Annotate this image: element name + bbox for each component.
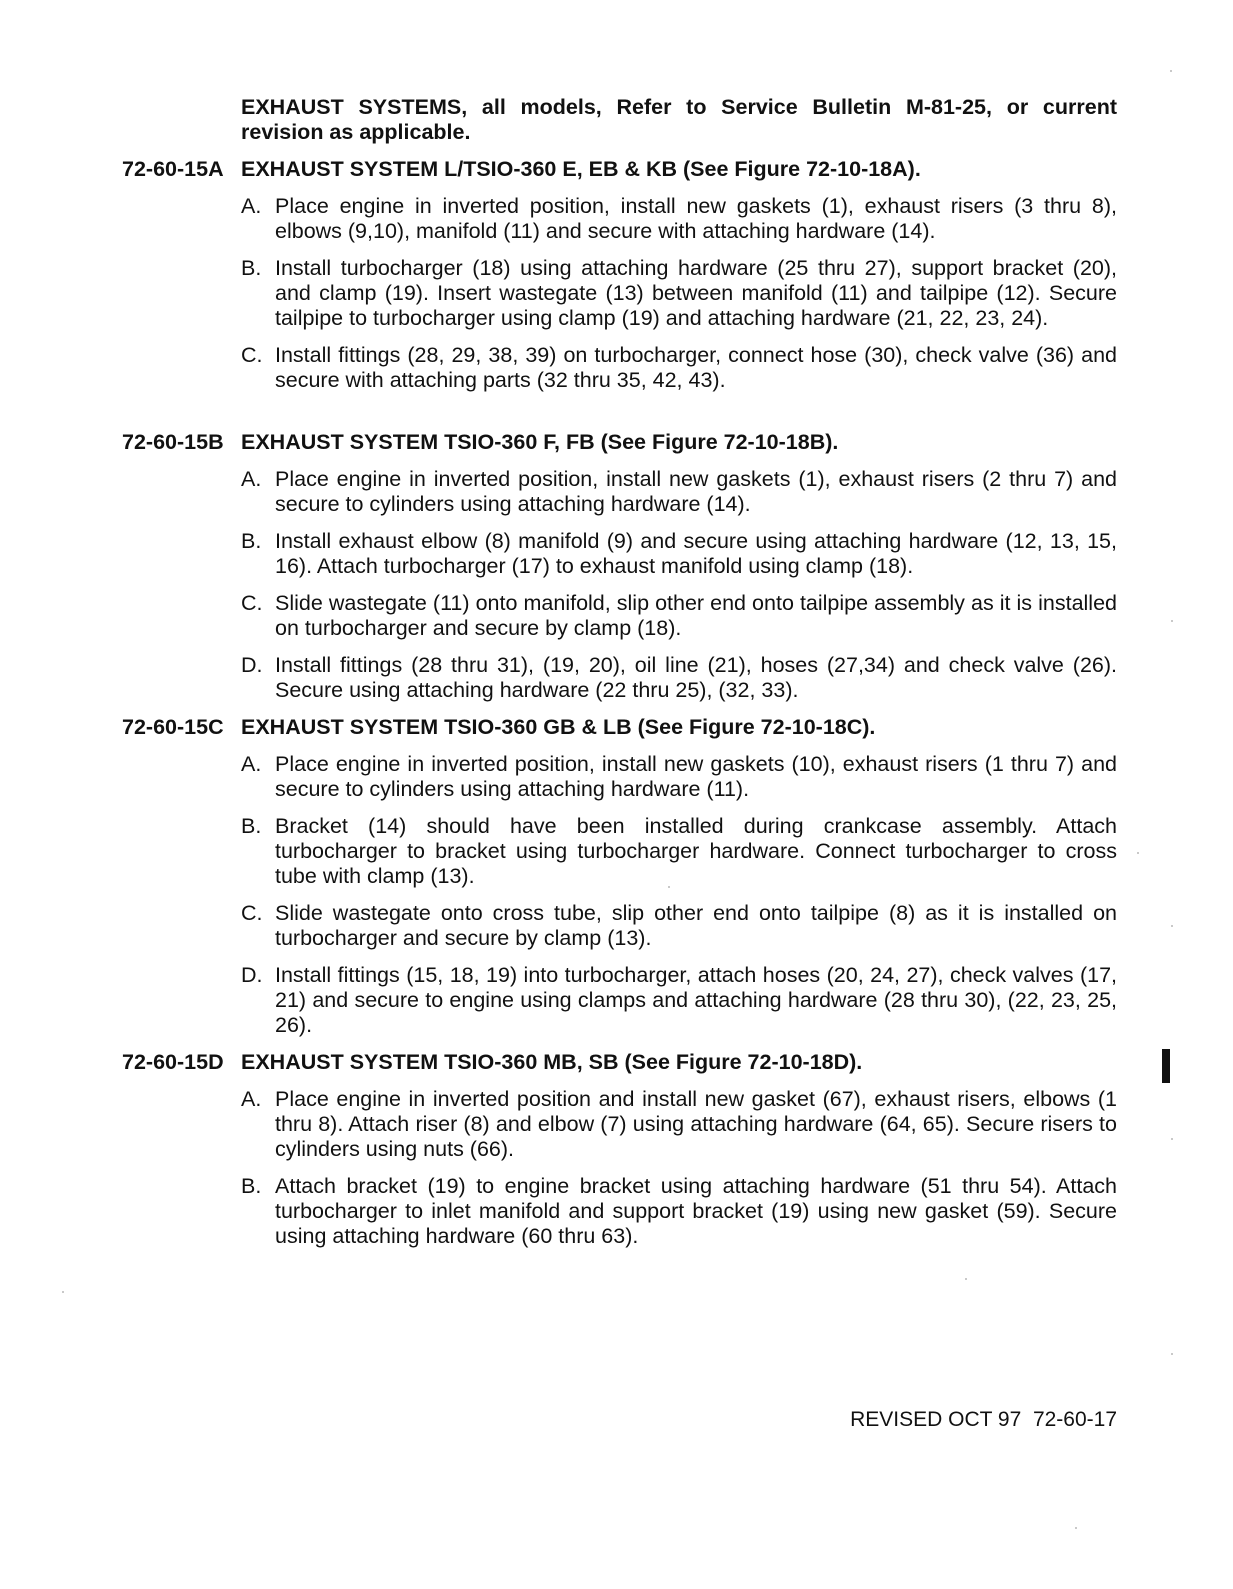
scan-speck (1171, 620, 1173, 622)
step-text: Place engine in inverted position, install new gaskets (1), exhaust risers (3 thru 8), elbows (9,10), manifold (11) and secure with attaching hardware (14). (275, 194, 1117, 243)
step-item (241, 1087, 1117, 1162)
step-list (241, 1087, 1117, 1249)
section-72-60-15b (122, 430, 1117, 715)
step-item (241, 194, 1117, 244)
step-letter: B. (241, 256, 262, 280)
step-item (241, 963, 1117, 1038)
step-item (241, 467, 1117, 517)
step-item (241, 752, 1117, 802)
step-item (241, 256, 1117, 331)
scan-speck (1171, 925, 1173, 927)
section-title: EXHAUST SYSTEM TSIO-360 MB, SB (See Figure 72-10-18D). (241, 1050, 863, 1074)
step-letter: D. (241, 653, 263, 677)
scan-speck (62, 1291, 64, 1293)
step-text: Bracket (14) should have been installed during crankcase assembly. Attach turbocharger to bracket using turbocharger hardware. Connect turbocharger to cross tube with clamp (13). (275, 814, 1117, 888)
section-title: EXHAUST SYSTEM TSIO-360 F, FB (See Figure 72-10-18B). (241, 430, 839, 454)
step-letter: A. (241, 467, 262, 491)
section-72-60-15a (122, 157, 1117, 405)
section-title: EXHAUST SYSTEM TSIO-360 GB & LB (See Figure 72-10-18C). (241, 715, 876, 739)
step-item (241, 901, 1117, 951)
step-letter: C. (241, 901, 263, 925)
step-text: Place engine in inverted position and install new gasket (67), exhaust risers, elbows (1 thru 8). Attach riser (8) and elbow (7) using attaching hardware (64, 65). Secure risers to cylinders using nuts (66). (275, 1087, 1117, 1161)
section-title: EXHAUST SYSTEM L/TSIO-360 E, EB & KB (See Figure 72-10-18A). (241, 157, 921, 181)
scan-speck (965, 1278, 967, 1280)
scan-speck (668, 886, 670, 888)
step-item (241, 529, 1117, 579)
step-text: Install fittings (15, 18, 19) into turbocharger, attach hoses (20, 24, 27), check valves (17, 21) and secure to engine using clamps and attaching hardware (28 thru 30), (22, 23, 25, 26). (275, 963, 1117, 1037)
revision-change-bar (1162, 1049, 1170, 1083)
step-letter: A. (241, 1087, 262, 1111)
step-text: Install turbocharger (18) using attaching hardware (25 thru 27), support bracket (20), and clamp (19). Insert wastegate (13) between manifold (11) and tailpipe (12). Secure tailpipe to turbocharger using clamp (19) and attaching hardware (21, 22, 23, 24). (275, 256, 1117, 330)
step-list (241, 467, 1117, 703)
step-item (241, 343, 1117, 393)
step-letter: D. (241, 963, 263, 987)
section-heading (122, 715, 1117, 740)
intro-note: EXHAUST SYSTEMS, all models, Refer to Service Bulletin M-81-25, or current revision as applicable. (241, 95, 1117, 144)
section-number: 72-60-15B (122, 430, 224, 454)
step-item (241, 653, 1117, 703)
scan-speck (1075, 1527, 1077, 1529)
step-list (241, 194, 1117, 393)
section-72-60-15c (122, 715, 1117, 1050)
step-item (241, 1174, 1117, 1249)
step-item (241, 591, 1117, 641)
step-text: Place engine in inverted position, install new gaskets (10), exhaust risers (1 thru 7) and secure to cylinders using attaching hardware (11). (275, 752, 1117, 801)
step-letter: A. (241, 752, 262, 776)
page-footer (850, 1407, 1117, 1432)
scan-speck (1171, 1353, 1173, 1355)
section-72-60-15d (122, 1050, 1117, 1261)
step-text: Place engine in inverted position, install new gaskets (1), exhaust risers (2 thru 7) and secure to cylinders using attaching hardware (14). (275, 467, 1117, 516)
step-letter: C. (241, 343, 263, 367)
step-letter: B. (241, 529, 262, 553)
step-letter: B. (241, 1174, 262, 1198)
scan-speck (1171, 1138, 1173, 1140)
step-letter: C. (241, 591, 263, 615)
step-text: Install exhaust elbow (8) manifold (9) and secure using attaching hardware (12, 13, 15, 16). Attach turbocharger (17) to exhaust manifold using clamp (18). (275, 529, 1117, 578)
step-text: Slide wastegate onto cross tube, slip other end onto tailpipe (8) as it is installed on turbocharger and secure by clamp (13). (275, 901, 1117, 950)
step-letter: B. (241, 814, 262, 838)
section-number: 72-60-15A (122, 157, 224, 181)
step-letter: A. (241, 194, 262, 218)
step-text: Install fittings (28, 29, 38, 39) on turbocharger, connect hose (30), check valve (36) and secure with attaching parts (32 thru 35, 42, 43). (275, 343, 1117, 392)
scan-speck (1137, 852, 1139, 854)
step-text: Install fittings (28 thru 31), (19, 20), oil line (21), hoses (27,34) and check valve (26). Secure using attaching hardware (22 thru 25), (32, 33). (275, 653, 1117, 702)
step-text: Slide wastegate (11) onto manifold, slip other end onto tailpipe assembly as it is installed on turbocharger and secure by clamp (18). (275, 591, 1117, 640)
step-text: Attach bracket (19) to engine bracket using attaching hardware (51 thru 54). Attach turbocharger to inlet manifold and support bracket (19) using new gasket (59). Secure using attaching hardware (60 thru 63). (275, 1174, 1117, 1248)
scan-speck (1170, 70, 1172, 72)
step-item (241, 814, 1117, 889)
page-number: 72-60-17 (1032, 1408, 1117, 1431)
section-heading (122, 157, 1117, 182)
section-number: 72-60-15C (122, 715, 224, 739)
step-list (241, 752, 1117, 1038)
section-heading (122, 430, 1117, 455)
revision-date: REVISED OCT 97 (850, 1408, 1022, 1431)
section-number: 72-60-15D (122, 1050, 224, 1074)
section-heading (122, 1050, 1117, 1075)
